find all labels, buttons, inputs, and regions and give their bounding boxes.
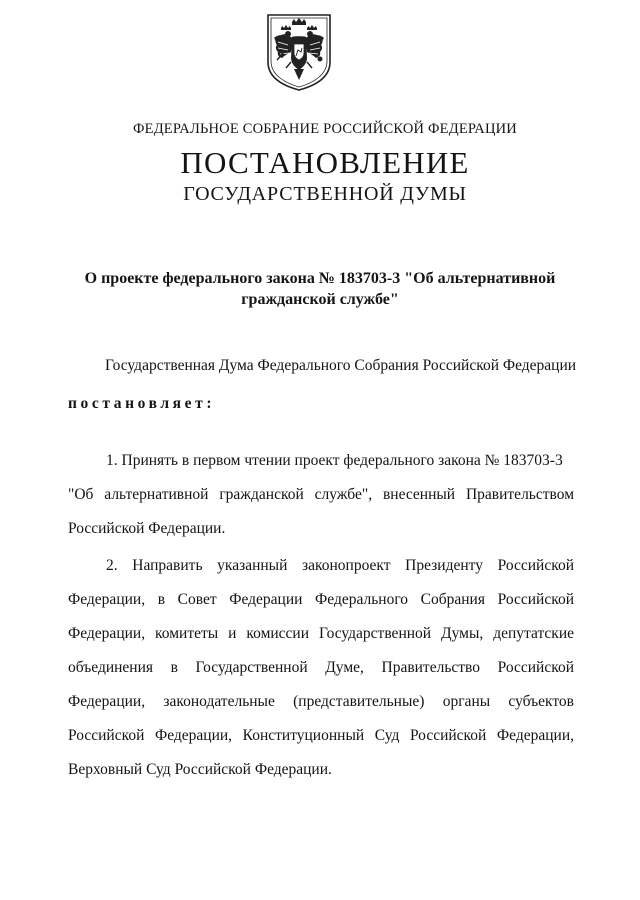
paragraph-line: 2. Направить указанный законопроект Президенту Российской [106,557,574,574]
paragraph-2 [68,556,574,794]
coat-of-arms-icon [264,12,334,92]
resolution-subject [60,268,580,310]
paragraph-1 [68,451,574,553]
paragraph-line: "Об альтернативной гражданской службе", внесенный Правительством [68,486,574,503]
subject-line: О проекте федерального закона № 183703-3 "Об альтернативной [84,270,556,287]
paragraph-line: 1. Принять в первом чтении проект федерального закона № 183703-3 [106,452,563,469]
subject-line: гражданской службе" [241,291,399,308]
document-type-title: ПОСТАНОВЛЕНИЕ [180,145,470,180]
paragraph-line: Федерации, комитеты и комиссии Государственной Думы, депутатские [68,625,574,642]
issuing-body: ГОСУДАРСТВЕННОЙ ДУМЫ [183,183,467,205]
preamble: Государственная Дума Федерального Собрания Российской Федерации [105,357,577,374]
paragraph-line: Федерации, в Совет Федерации Федерального Собрания Российской [68,591,574,608]
paragraph-line: Верховный Суд Российской Федерации. [68,761,332,778]
parliament-name: ФЕДЕРАЛЬНОЕ СОБРАНИЕ РОССИЙСКОЙ ФЕДЕРАЦИИ [133,121,517,137]
paragraph-line: Российской Федерации, Конституционный Суд Российской Федерации, [68,727,574,744]
paragraph-line: объединения в Государственной Думе, Правительство Российской [68,659,574,676]
paragraph-line: Федерации, законодательные (представительные) органы субъектов [68,693,574,710]
resolves-word: постановляет: [68,395,216,412]
paragraph-line: Российской Федерации. [68,520,226,537]
